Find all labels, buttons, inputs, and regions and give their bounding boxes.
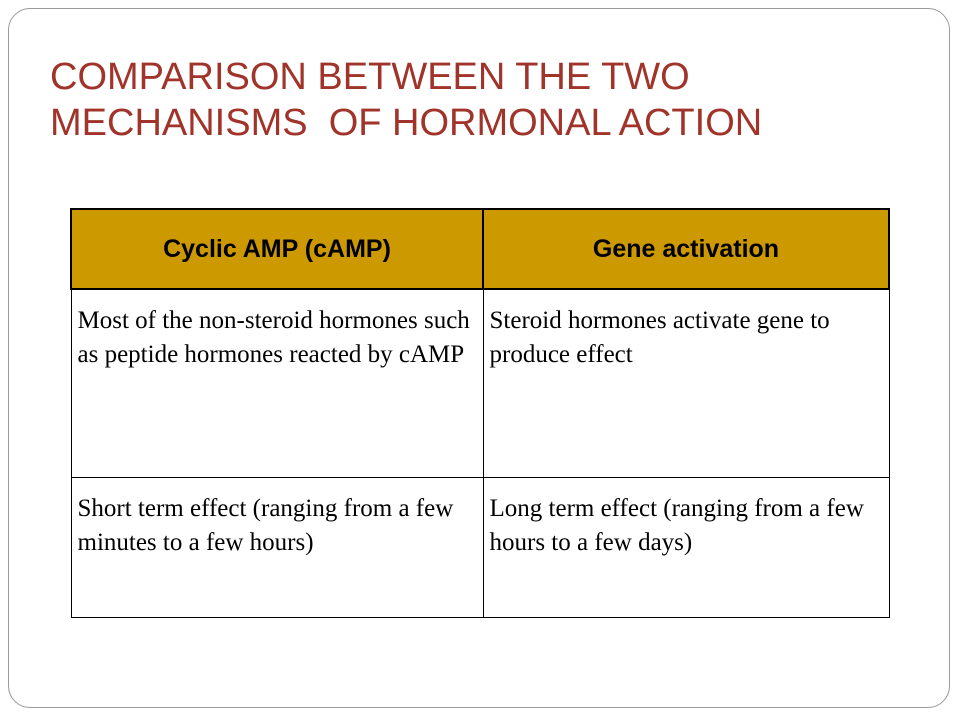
table-cell-gene-hormones: Steroid hormones activate gene to produce effect — [483, 289, 889, 477]
table-cell-gene-duration: Long term effect (ranging from a few hours to a few days) — [483, 477, 889, 617]
header-cyclic-amp: Cyclic AMP (cAMP) — [71, 209, 483, 289]
slide-title — [50, 54, 910, 146]
comparison-table — [70, 208, 890, 618]
table-cell-camp-duration: Short term effect (ranging from a few minutes to a few hours) — [71, 477, 483, 617]
title-line-1: COMPARISON BETWEEN THE TWO — [50, 56, 690, 98]
table-header-row — [71, 209, 889, 289]
table-row — [71, 289, 889, 477]
table-cell-camp-hormones: Most of the non-steroid hormones such as peptide hormones reacted by cAMP — [71, 289, 483, 477]
header-gene-activation: Gene activation — [483, 209, 889, 289]
table-row — [71, 477, 889, 617]
title-line-2: MECHANISMS OF HORMONAL ACTION — [50, 102, 763, 144]
